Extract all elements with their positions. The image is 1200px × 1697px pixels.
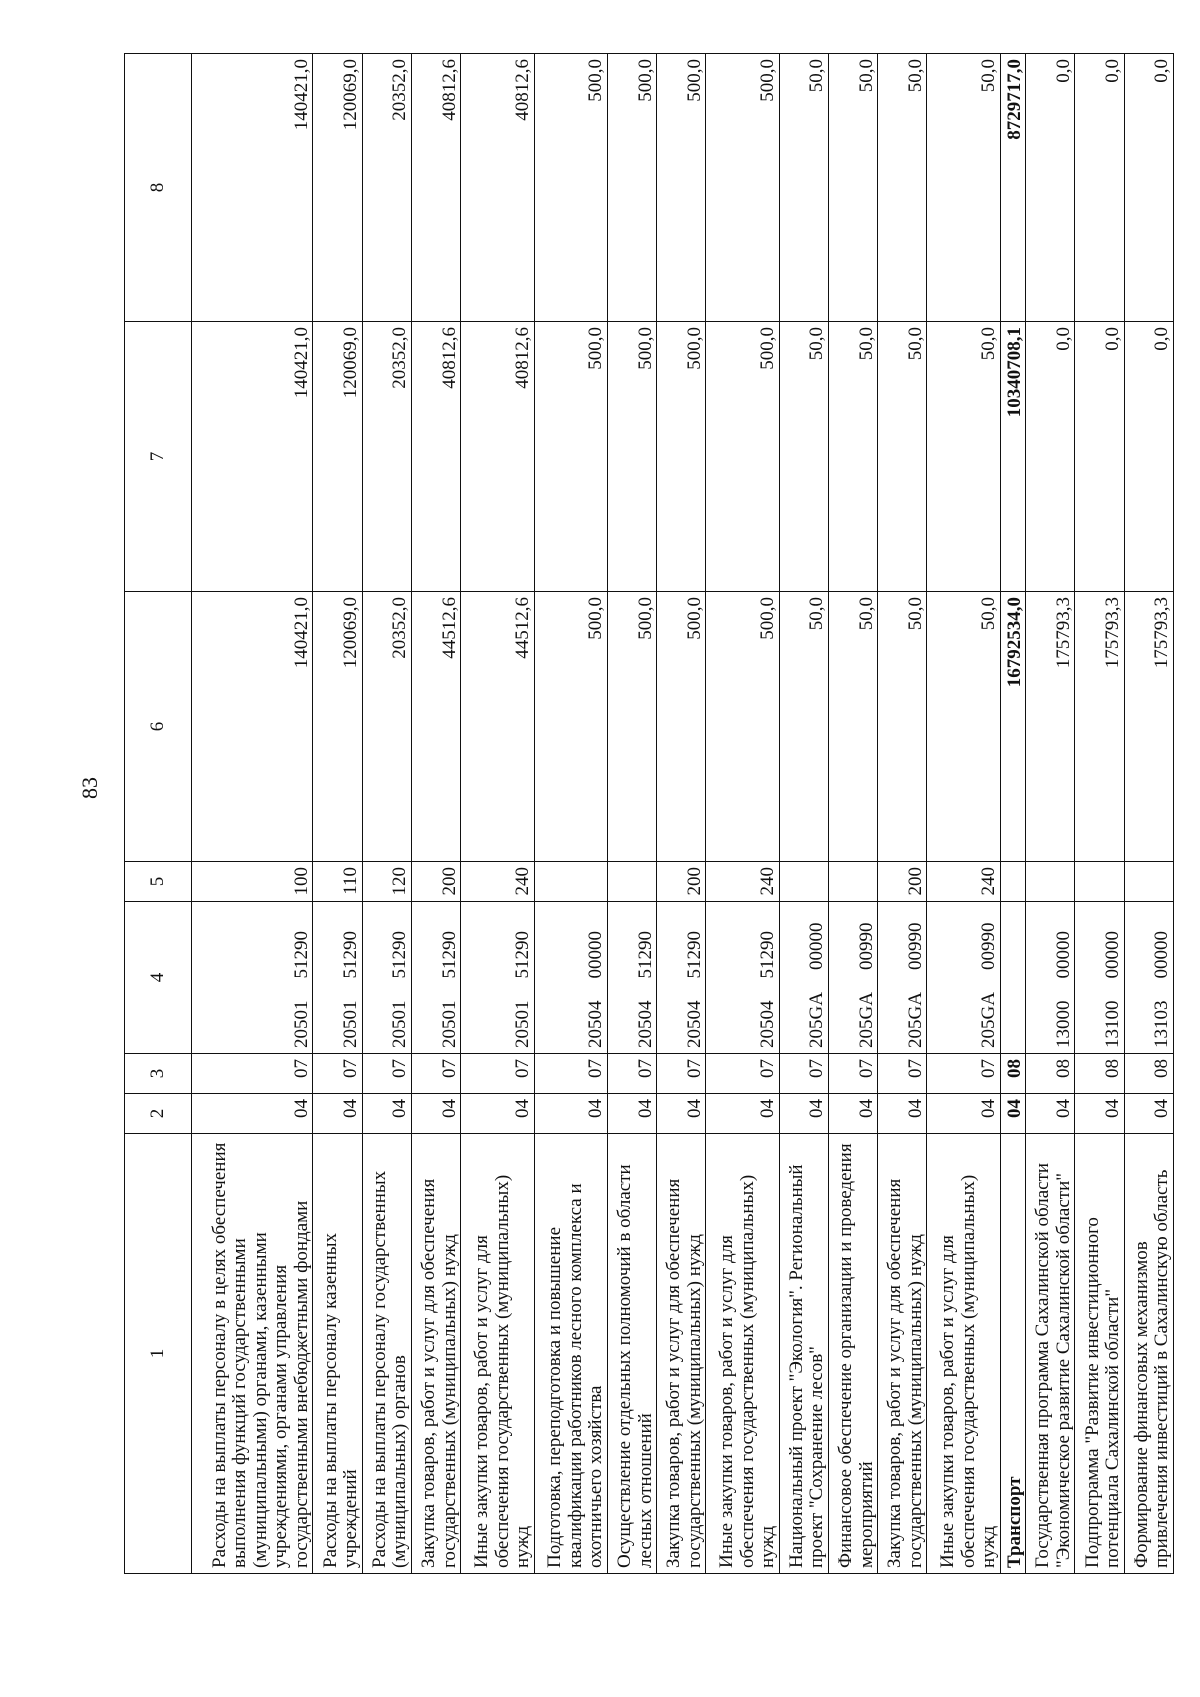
target-article-cell [313,902,362,1054]
row-name-cell: Расходы на выплаты персоналу государственных (муниципальных) органов [362,1134,411,1574]
expense-type-cell: 240 [461,862,534,902]
expense-type-cell [1124,862,1173,902]
row-name-cell: Национальный проект "Экология". Региональный проект "Сохранение лесов" [779,1134,828,1574]
direction-code: 51290 [389,931,411,979]
section-code-cell: 04 [1000,1094,1025,1134]
amount-col7-cell: 0,0 [1124,322,1173,592]
table-row [313,54,362,1574]
amount-col6-cell: 500,0 [607,592,656,862]
direction-code: 51290 [290,931,312,979]
direction-code: 00990 [855,922,877,971]
program-code: 13100 [1102,1000,1124,1048]
table-row [607,54,656,1574]
page-number: 83 [77,777,102,799]
amount-col6-cell: 175793,3 [1026,592,1075,862]
program-code: 20501 [290,1000,312,1048]
direction-code: 51290 [757,931,779,979]
direction-code: 51290 [438,931,460,979]
direction-code: 00000 [1102,931,1124,979]
target-article-cell [534,902,607,1054]
subsection-code-cell: 07 [828,1054,877,1094]
program-code: 20504 [683,1000,705,1048]
subsection-code-cell: 07 [411,1054,460,1094]
section-code-cell: 04 [706,1094,779,1134]
amount-col7-cell: 50,0 [878,322,927,592]
program-code: 20504 [585,1000,607,1048]
table-row [461,54,534,1574]
direction-code: 00000 [806,922,828,971]
subsection-code-cell: 08 [1000,1054,1025,1094]
column-header: 8 [125,54,192,322]
amount-col6-cell: 175793,3 [1124,592,1173,862]
subsection-code-cell: 08 [1124,1054,1173,1094]
row-name-cell: Иные закупки товаров, работ и услуг для обеспечения государственных (муниципальных) нужд [927,1134,1000,1574]
amount-col7-cell: 40812,6 [411,322,460,592]
expense-type-cell [534,862,607,902]
amount-col8-cell: 8729717,0 [1000,54,1025,322]
subsection-code-cell: 07 [878,1054,927,1094]
expense-type-cell: 120 [362,862,411,902]
row-name-cell: Закупка товаров, работ и услуг для обеспечения государственных (муниципальных) нужд [878,1134,927,1574]
amount-col6-cell: 50,0 [828,592,877,862]
column-header: 2 [125,1094,192,1134]
amount-col6-cell: 44512,6 [461,592,534,862]
expense-type-cell: 110 [313,862,362,902]
column-header: 3 [125,1054,192,1094]
amount-col8-cell: 500,0 [534,54,607,322]
amount-col8-cell: 20352,0 [362,54,411,322]
direction-code: 51290 [683,931,705,979]
amount-col8-cell: 50,0 [927,54,1000,322]
amount-col8-cell: 0,0 [1075,54,1124,322]
amount-col7-cell: 50,0 [828,322,877,592]
target-article-cell [927,902,1000,1054]
table-row [411,54,460,1574]
program-code: 20501 [340,1000,362,1048]
program-code: 20501 [438,1000,460,1048]
amount-col7-cell: 500,0 [534,322,607,592]
section-code-cell: 04 [607,1094,656,1134]
direction-code: 51290 [634,931,656,979]
amount-col7-cell: 10340708,1 [1000,322,1025,592]
amount-col7-cell: 120069,0 [313,322,362,592]
target-article-cell [607,902,656,1054]
table-row [878,54,927,1574]
subsection-code-cell: 07 [534,1054,607,1094]
column-header: 4 [125,902,192,1054]
subsection-code-cell: 07 [927,1054,1000,1094]
amount-col7-cell: 500,0 [657,322,706,592]
target-article-cell [362,902,411,1054]
subsection-code-cell: 07 [362,1054,411,1094]
expense-type-cell: 240 [706,862,779,902]
direction-code: 00000 [1052,931,1074,979]
expense-type-cell: 100 [192,862,313,902]
row-name-cell: Финансовое обеспечение организации и проведения мероприятий [828,1134,877,1574]
amount-col8-cell: 140421,0 [192,54,313,322]
target-article-cell [1124,902,1173,1054]
program-code: 205GA [904,992,926,1048]
amount-col6-cell: 20352,0 [362,592,411,862]
column-header: 7 [125,322,192,592]
table-row [1075,54,1124,1574]
row-name-cell: Закупка товаров, работ и услуг для обеспечения государственных (муниципальных) нужд [657,1134,706,1574]
section-code-cell: 04 [1026,1094,1075,1134]
row-name-cell: Подпрограмма "Развитие инвестиционного потенциала Сахалинской области" [1075,1134,1124,1574]
amount-col6-cell: 140421,0 [192,592,313,862]
amount-col8-cell: 50,0 [779,54,828,322]
table-row [927,54,1000,1574]
row-name-cell: Иные закупки товаров, работ и услуг для обеспечения государственных (муниципальных) нужд [461,1134,534,1574]
expense-type-cell [1075,862,1124,902]
direction-code: 00990 [904,922,926,971]
amount-col6-cell: 500,0 [534,592,607,862]
section-code-cell: 04 [1124,1094,1173,1134]
subsection-code-cell: 07 [607,1054,656,1094]
table-row [828,54,877,1574]
table-row [192,54,313,1574]
amount-col8-cell: 0,0 [1124,54,1173,322]
row-name-cell: Закупка товаров, работ и услуг для обеспечения государственных (муниципальных) нужд [411,1134,460,1574]
direction-code: 51290 [340,931,362,979]
column-header: 1 [125,1134,192,1574]
section-code-cell: 04 [461,1094,534,1134]
table-row [1124,54,1173,1574]
section-code-cell: 04 [828,1094,877,1134]
amount-col8-cell: 50,0 [828,54,877,322]
subsection-code-cell: 07 [192,1054,313,1094]
program-code: 13103 [1151,1000,1173,1048]
budget-table [124,53,1174,1574]
amount-col7-cell: 50,0 [927,322,1000,592]
target-article-cell [779,902,828,1054]
program-code: 20501 [389,1000,411,1048]
amount-col6-cell: 500,0 [657,592,706,862]
section-code-cell: 04 [878,1094,927,1134]
table-row [534,54,607,1574]
expense-type-cell [779,862,828,902]
amount-col7-cell: 40812,6 [461,322,534,592]
subsection-code-cell: 07 [657,1054,706,1094]
table-row [706,54,779,1574]
amount-col6-cell: 500,0 [706,592,779,862]
table-row [1026,54,1075,1574]
program-code: 13000 [1052,1000,1074,1048]
row-name-cell: Осуществление отдельных полномочий в области лесных отношений [607,1134,656,1574]
table-row [362,54,411,1574]
amount-col8-cell: 500,0 [657,54,706,322]
subsection-code-cell: 07 [706,1054,779,1094]
column-header: 6 [125,592,192,862]
row-name-cell: Транспорт [1000,1134,1025,1574]
section-code-cell: 04 [779,1094,828,1134]
subsection-code-cell: 07 [779,1054,828,1094]
row-name-cell: Государственная программа Сахалинской области "Экономическое развитие Сахалинской области" [1026,1134,1075,1574]
amount-col8-cell: 0,0 [1026,54,1075,322]
expense-type-cell [607,862,656,902]
row-name-cell: Иные закупки товаров, работ и услуг для обеспечения государственных (муниципальных) нужд [706,1134,779,1574]
amount-col6-cell: 50,0 [779,592,828,862]
program-code: 20504 [634,1000,656,1048]
target-article-cell [1075,902,1124,1054]
amount-col8-cell: 40812,6 [411,54,460,322]
expense-type-cell [1000,862,1025,902]
amount-col6-cell: 16792534,0 [1000,592,1025,862]
row-name-cell: Расходы на выплаты персоналу в целях обеспечения выполнения функций государственными (муниципальными) органами, казенными учреждениями, органами управления государственными внебюджетными фондами [192,1134,313,1574]
target-article-cell [657,902,706,1054]
column-header: 5 [125,862,192,902]
amount-col6-cell: 50,0 [927,592,1000,862]
amount-col6-cell: 175793,3 [1075,592,1124,862]
section-code-cell: 04 [313,1094,362,1134]
amount-col6-cell: 120069,0 [313,592,362,862]
target-article-cell [461,902,534,1054]
section-code-cell: 04 [657,1094,706,1134]
section-code-cell: 04 [411,1094,460,1134]
expense-type-cell: 200 [411,862,460,902]
subsection-code-cell: 08 [1075,1054,1124,1094]
direction-code: 00990 [978,922,1000,971]
section-code-cell: 04 [362,1094,411,1134]
budget-table-sheet [124,54,1174,1574]
program-code: 205GA [855,992,877,1048]
amount-col7-cell: 500,0 [607,322,656,592]
target-article-cell [706,902,779,1054]
amount-col7-cell: 20352,0 [362,322,411,592]
table-body [192,54,1174,1574]
program-code: 205GA [806,992,828,1048]
subsection-code-cell: 08 [1026,1054,1075,1094]
amount-col8-cell: 40812,6 [461,54,534,322]
direction-code: 00000 [585,931,607,979]
table-row [779,54,828,1574]
amount-col8-cell: 50,0 [878,54,927,322]
target-article-cell [1000,902,1025,1054]
section-code-cell: 04 [192,1094,313,1134]
expense-type-cell: 200 [657,862,706,902]
program-code: 20504 [757,1000,779,1048]
expense-type-cell [828,862,877,902]
target-article-cell [878,902,927,1054]
table-row [657,54,706,1574]
program-code: 205GA [978,992,1000,1048]
amount-col7-cell: 500,0 [706,322,779,592]
section-code-cell: 04 [927,1094,1000,1134]
row-name-cell: Подготовка, переподготовка и повышение квалификации работников лесного комплекса и охотничьего хозяйства [534,1134,607,1574]
amount-col7-cell: 50,0 [779,322,828,592]
expense-type-cell: 200 [878,862,927,902]
subsection-code-cell: 07 [313,1054,362,1094]
section-code-cell: 04 [534,1094,607,1134]
header-row [125,54,192,1574]
expense-type-cell: 240 [927,862,1000,902]
amount-col8-cell: 120069,0 [313,54,362,322]
amount-col7-cell: 0,0 [1026,322,1075,592]
amount-col8-cell: 500,0 [607,54,656,322]
row-name-cell: Формирование финансовых механизмов привлечения инвестиций в Сахалинскую область [1124,1134,1173,1574]
amount-col8-cell: 500,0 [706,54,779,322]
subsection-code-cell: 07 [461,1054,534,1094]
amount-col6-cell: 50,0 [878,592,927,862]
program-code: 20501 [512,1000,534,1048]
amount-col7-cell: 0,0 [1075,322,1124,592]
expense-type-cell [1026,862,1075,902]
row-name-cell: Расходы на выплаты персоналу казенных учреждений [313,1134,362,1574]
direction-code: 00000 [1151,931,1173,979]
target-article-cell [192,902,313,1054]
target-article-cell [828,902,877,1054]
amount-col6-cell: 44512,6 [411,592,460,862]
table-row [1000,54,1025,1574]
target-article-cell [1026,902,1075,1054]
section-code-cell: 04 [1075,1094,1124,1134]
direction-code: 51290 [512,931,534,979]
amount-col7-cell: 140421,0 [192,322,313,592]
target-article-cell [411,902,460,1054]
